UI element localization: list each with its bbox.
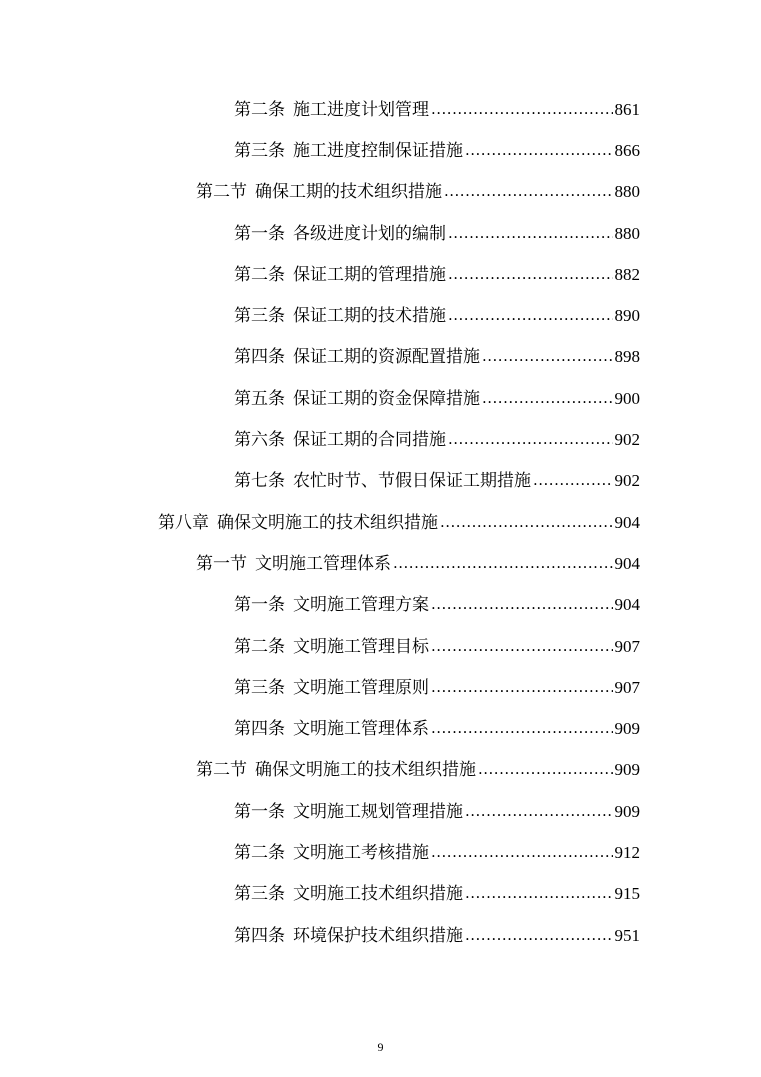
toc-entry-text: 各级进度计划的编制 <box>293 223 446 244</box>
dot-leader <box>431 677 613 699</box>
dot-leader <box>482 346 613 368</box>
toc-entry-number: 第七条 <box>234 471 285 492</box>
toc-entry[interactable] <box>0 585 761 626</box>
dot-leader <box>431 594 613 616</box>
toc-entry-number: 第三条 <box>234 884 285 905</box>
toc-entry-title <box>234 594 429 616</box>
toc-entry-text: 文明施工考核措施 <box>293 842 429 863</box>
toc-entry-title <box>196 553 391 575</box>
toc-entry-number: 第六条 <box>234 430 285 451</box>
toc-entry-number: 第一节 <box>196 553 247 574</box>
toc-entry-text: 保证工期的技术措施 <box>293 306 446 327</box>
toc-entry-text: 文明施工管理体系 <box>293 719 429 740</box>
toc-entry-number: 第一条 <box>234 595 285 616</box>
toc-entry-number: 第五条 <box>234 388 285 409</box>
toc-entry-title <box>234 388 480 410</box>
toc-entry-text: 施工进度计划管理 <box>293 99 429 120</box>
toc-entry-page: 904 <box>614 512 640 532</box>
toc-entry[interactable] <box>0 791 761 832</box>
toc-entry-number: 第二条 <box>234 636 285 657</box>
toc-entry-number: 第八章 <box>158 512 209 533</box>
toc-entry-text: 环境保护技术组织措施 <box>293 925 463 946</box>
toc-entry-page: 880 <box>614 223 640 243</box>
toc-entry-number: 第二节 <box>196 760 247 781</box>
toc-entry-title <box>234 140 463 162</box>
toc-entry-number: 第二条 <box>234 264 285 285</box>
toc-entry[interactable] <box>0 667 761 708</box>
dot-leader <box>465 801 613 823</box>
dot-leader <box>533 470 613 492</box>
toc-entry-text: 保证工期的合同措施 <box>293 430 446 451</box>
toc-entry-page: 898 <box>614 347 640 367</box>
toc-entry-title <box>158 512 438 534</box>
toc-entry-number: 第一条 <box>234 223 285 244</box>
toc-entry-number: 第二条 <box>234 99 285 120</box>
toc-entry-title <box>234 99 429 121</box>
toc-entry-text: 保证工期的资金保障措施 <box>293 388 480 409</box>
page-number: 9 <box>377 1040 384 1054</box>
toc-entry-number: 第三条 <box>234 140 285 161</box>
toc-entry-title <box>234 264 446 286</box>
dot-leader <box>482 388 613 410</box>
toc-entry-page: 861 <box>614 99 640 119</box>
toc-entry[interactable] <box>0 874 761 915</box>
toc-entry-page: 890 <box>614 306 640 326</box>
dot-leader <box>431 718 613 740</box>
toc-entry-title <box>196 759 476 781</box>
dot-leader <box>448 264 613 286</box>
toc-entry[interactable] <box>0 832 761 873</box>
toc-entry-page: 907 <box>614 636 640 656</box>
toc-entry-text: 保证工期的管理措施 <box>293 264 446 285</box>
toc-entry-page: 904 <box>614 553 640 573</box>
toc-entry-text: 施工进度控制保证措施 <box>293 140 463 161</box>
toc-entry[interactable] <box>0 502 761 543</box>
toc-entry-page: 909 <box>614 719 640 739</box>
toc-entry-page: 912 <box>614 842 640 862</box>
toc-entry[interactable] <box>0 915 761 956</box>
toc-entry-text: 确保文明施工的技术组织措施 <box>217 512 438 533</box>
dot-leader <box>444 181 613 203</box>
toc-entry[interactable] <box>0 89 761 130</box>
toc-entry[interactable] <box>0 419 761 460</box>
dot-leader <box>478 759 613 781</box>
toc-entry-title <box>234 925 463 947</box>
toc-entry[interactable] <box>0 130 761 171</box>
toc-entry-page: 909 <box>614 760 640 780</box>
toc-entry-text: 文明施工管理体系 <box>255 553 391 574</box>
dot-leader <box>431 99 613 121</box>
toc-entry-number: 第三条 <box>234 677 285 698</box>
toc-entry[interactable] <box>0 543 761 584</box>
toc-entry-text: 文明施工规划管理措施 <box>293 801 463 822</box>
toc-entry-number: 第四条 <box>234 719 285 740</box>
toc-entry-title <box>234 801 463 823</box>
toc-entry-page: 902 <box>614 430 640 450</box>
toc-entry-page: 882 <box>614 264 640 284</box>
toc-entry-number: 第一条 <box>234 801 285 822</box>
toc-entry-title <box>234 636 429 658</box>
toc-entry-text: 文明施工管理目标 <box>293 636 429 657</box>
toc-entry-title <box>196 181 442 203</box>
toc-entry-page: 907 <box>614 677 640 697</box>
table-of-contents <box>0 89 761 956</box>
toc-entry-page: 904 <box>614 595 640 615</box>
toc-entry-text: 农忙时节、节假日保证工期措施 <box>293 471 531 492</box>
toc-entry-page: 915 <box>614 884 640 904</box>
toc-entry-text: 保证工期的资源配置措施 <box>293 347 480 368</box>
toc-entry[interactable] <box>0 254 761 295</box>
toc-entry-page: 902 <box>614 471 640 491</box>
toc-entry-text: 确保文明施工的技术组织措施 <box>255 760 476 781</box>
toc-entry[interactable] <box>0 213 761 254</box>
toc-entry-title <box>234 429 446 451</box>
dot-leader <box>448 223 613 245</box>
toc-entry-text: 文明施工管理原则 <box>293 677 429 698</box>
toc-entry[interactable] <box>0 172 761 213</box>
toc-entry-title <box>234 883 463 905</box>
toc-entry[interactable] <box>0 626 761 667</box>
dot-leader <box>440 512 613 534</box>
dot-leader <box>431 636 613 658</box>
toc-entry[interactable] <box>0 461 761 502</box>
dot-leader <box>465 925 613 947</box>
dot-leader <box>448 429 613 451</box>
dot-leader <box>448 305 613 327</box>
toc-entry[interactable] <box>0 750 761 791</box>
toc-entry-page: 900 <box>614 388 640 408</box>
toc-entry[interactable] <box>0 708 761 749</box>
dot-leader <box>393 553 613 575</box>
toc-entry[interactable] <box>0 378 761 419</box>
toc-entry-page: 909 <box>614 801 640 821</box>
toc-entry-number: 第三条 <box>234 306 285 327</box>
toc-entry-number: 第二条 <box>234 842 285 863</box>
toc-entry[interactable] <box>0 295 761 336</box>
toc-entry-number: 第四条 <box>234 925 285 946</box>
toc-entry-title <box>234 346 480 368</box>
dot-leader <box>431 842 613 864</box>
toc-entry-text: 文明施工管理方案 <box>293 595 429 616</box>
toc-entry-title <box>234 470 531 492</box>
toc-entry-title <box>234 718 429 740</box>
toc-entry-text: 确保工期的技术组织措施 <box>255 182 442 203</box>
toc-entry-number: 第四条 <box>234 347 285 368</box>
dot-leader <box>465 140 613 162</box>
toc-entry-number: 第二节 <box>196 182 247 203</box>
toc-entry-title <box>234 223 446 245</box>
dot-leader <box>465 883 613 905</box>
toc-entry-title <box>234 305 446 327</box>
toc-entry-text: 文明施工技术组织措施 <box>293 884 463 905</box>
toc-entry-title <box>234 842 429 864</box>
toc-entry-page: 880 <box>614 182 640 202</box>
toc-entry-page: 866 <box>614 140 640 160</box>
toc-entry[interactable] <box>0 337 761 378</box>
toc-entry-page: 951 <box>614 925 640 945</box>
toc-entry-title <box>234 677 429 699</box>
